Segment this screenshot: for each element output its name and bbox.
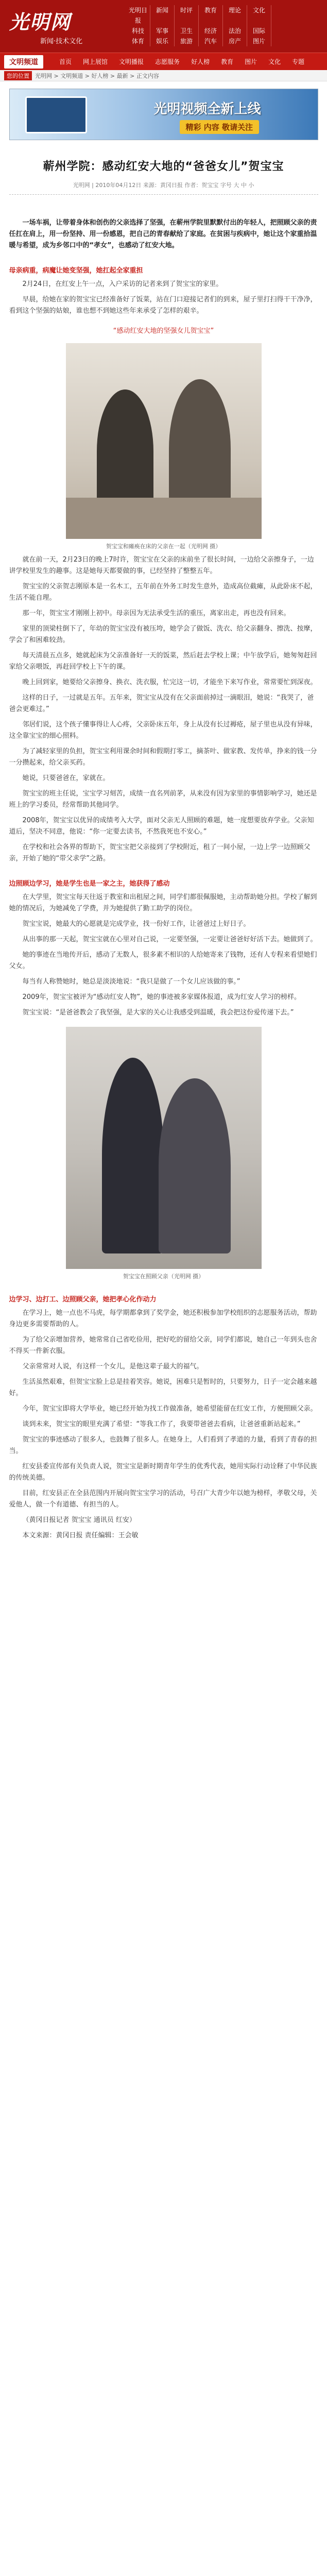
article <box>9 158 318 1541</box>
paragraph: 今年，贺宝宝即将大学毕业，她已经开始为找工作做准备，她希望能留在红安工作，方便照顾父亲。 <box>22 1405 317 1413</box>
nav-item[interactable]: 国际 <box>247 26 271 36</box>
photo-bed <box>66 498 262 539</box>
paragraph: 她的事迹在当地传开后，感动了无数人，很多素不相识的人给她寄来了钱物，还有人专程来看望她们父女。 <box>9 951 317 970</box>
nav-item[interactable]: 教育 <box>199 5 223 26</box>
nav-item[interactable]: 文化 <box>247 5 271 26</box>
nav-item[interactable]: 体育 <box>126 36 150 46</box>
paragraph: 在学习上，她一点也不马虎，每学期都拿到了奖学金，她还积极参加学校组织的志愿服务活动，帮助身边更多需要帮助的人。 <box>9 1309 317 1328</box>
paragraph: 父亲常常对人说，有这样一个女儿，是他这辈子最大的福气。 <box>22 1363 203 1370</box>
main-nav-row-1 <box>126 5 322 26</box>
banner-tagline: 精彩 内容 敬请关注 <box>180 120 259 134</box>
photo-caption: 贺宝宝和瘫痪在床的父亲在一起（光明网 摄） <box>106 543 221 550</box>
nav-item[interactable]: 法治 <box>223 26 247 36</box>
channel-link[interactable]: 志愿服务 <box>155 58 180 65</box>
article-lead: 一场车祸，让带着身体和创伤的父亲选择了坚强，在蕲州学院里默默付出的年轻人，把照顾父亲的责任扛在肩上，用一份坚持、用一份感恩，把自己的青春献给了家庭。在贫困与疾病中，她让这个家重拾温暖与希望，成为乡邻口中的“孝女”，也感动了红安大地。 <box>9 219 317 249</box>
channel-link[interactable]: 文化 <box>268 58 281 65</box>
nav-item[interactable]: 房产 <box>223 36 247 46</box>
photo-figure <box>102 1058 164 1253</box>
paragraph: 2月24日，在红安上午一点，入户采访的记者来到了贺宝宝的家里。 <box>22 280 223 288</box>
paragraph: 贺宝宝的班主任说，宝宝学习刻苦，成绩一直名列前茅，从来没有因为家里的事情影响学习，她还是班上的学习委员，经常帮助其他同学。 <box>9 790 317 809</box>
nav-item[interactable]: 经济 <box>199 26 223 36</box>
channel-link[interactable]: 网上展馆 <box>83 58 108 65</box>
section-subheading: “感动红安大地的坚强女儿贺宝宝” <box>113 327 214 335</box>
site-header <box>0 0 327 53</box>
paragraph: 她说，只要爸爸在，家就在。 <box>22 774 110 782</box>
breadcrumb-label: 您的位置 <box>4 71 32 80</box>
site-logo-text: 光明网 <box>9 10 72 33</box>
paragraph: 在大学里，贺宝宝每天往返于教室和出租屋之间，同学们都很佩服她，主动帮助她分担。学校了解到她的情况后，为她减免了学费，并为她提供了勤工助学的岗位。 <box>9 893 317 912</box>
article-title: 蕲州学院：感动红安大地的“爸爸女儿”贺宝宝 <box>43 160 284 173</box>
nav-item[interactable]: 娱乐 <box>150 36 175 46</box>
paragraph: 从出事的那一天起，贺宝宝就在心里对自己说，一定要坚强，一定要让爸爸好好活下去。她做到了。 <box>22 936 317 943</box>
paragraph: 为了减轻家里的负担，贺宝宝利用课余时间和假期打零工，摘茶叶、做家教、发传单，挣来的钱一分一分攒起来，给父亲买药。 <box>9 748 317 767</box>
paragraph: 这样的日子，一过就是五年。五年来，贺宝宝从没有在父亲面前掉过一滴眼泪，她说：“我哭了，爸爸会更难过。” <box>9 694 314 713</box>
paragraph: 早晨，给她在家的贺宝宝已经准备好了饭菜，站在门口迎接记者们的到来，屋子里打扫得干干净净，看到这个坚强的姑娘，谁也想不到她这些年来承受了怎样的艰辛。 <box>9 296 317 315</box>
channel-link[interactable]: 文明播报 <box>119 58 144 65</box>
section-heading: 边学习、边打工、边照顾父亲，她把孝心化作动力 <box>9 1296 157 1303</box>
section-heading: 边照顾边学习，她是学生也是一家之主，她获得了感动 <box>9 880 170 888</box>
nav-item[interactable]: 科技 <box>126 26 150 36</box>
main-nav-row-3 <box>126 36 322 46</box>
nav-item[interactable]: 新闻 <box>150 5 175 26</box>
paragraph: 谈到未来，贺宝宝的眼里充满了希望：“等我工作了，我要带爸爸去看病，让爸爸重新站起来。” <box>22 1420 301 1428</box>
channel-link[interactable]: 专题 <box>292 58 305 65</box>
tv-icon <box>25 96 87 133</box>
paragraph: 贺宝宝的事迹感动了很多人，也鼓舞了很多人。在她身上，人们看到了孝道的力量，看到了青春的担当。 <box>9 1436 317 1455</box>
paragraph: 2008年，贺宝宝以优异的成绩考入大学，面对父亲无人照顾的难题，她一度想要放弃学业。父亲知道后，坚决不同意，他说：“你一定要去读书，不然我死也不安心。” <box>9 817 314 836</box>
paragraph: 生活虽然艰难，但贺宝宝脸上总是挂着笑容。她说，困难只是暂时的，只要努力，日子一定会越来越好。 <box>9 1378 317 1397</box>
channel-logo[interactable]: 文明频道 <box>4 55 43 69</box>
channel-link[interactable]: 图片 <box>245 58 257 65</box>
nav-item[interactable]: 理论 <box>223 5 247 26</box>
paragraph: 邻居们说，这个孩子懂事得让人心疼，父亲卧床五年，身上从没有长过褥疮，屋子里也从没有异味，这全靠宝宝的细心照料。 <box>9 721 317 740</box>
nav-item[interactable]: 光明日报 <box>126 5 150 26</box>
photo-caption: 贺宝宝在照顾父亲（光明网 摄） <box>123 1273 204 1280</box>
article-photo-2 <box>66 1027 262 1269</box>
paragraph: 贺宝宝说：“是爸爸教会了我坚强，是大家的关心让我感受到温暖，我会把这份爱传递下去。” <box>22 1009 294 1016</box>
paragraph: 2009年，贺宝宝被评为“感动红安人物”，她的事迹被多家媒体报道，成为红安人学习的榜样。 <box>22 993 301 1001</box>
nav-item[interactable]: 时评 <box>175 5 199 26</box>
paragraph: 每天清晨五点多，她就起床为父亲准备好一天的饭菜，然后赶去学校上课；中午放学后，她匆匆赶回家给父亲喂饭，再赶回学校上下午的课。 <box>9 652 317 671</box>
main-nav-row-2 <box>126 26 322 36</box>
channel-link[interactable]: 教育 <box>221 58 234 65</box>
nav-item[interactable]: 卫生 <box>175 26 199 36</box>
paragraph: 那一年，贺宝宝才刚刚上初中。母亲因为无法承受生活的重压，离家出走，再也没有回来。 <box>22 609 290 617</box>
channel-link[interactable]: 好人榜 <box>191 58 210 65</box>
paragraph: 红安县委宣传部有关负责人说，贺宝宝是新时期青年学生的优秀代表，她用实际行动诠释了中华民族的传统美德。 <box>9 1463 317 1482</box>
paragraph: 每当有人称赞她时，她总是淡淡地说：“我只是做了一个女儿应该做的事。” <box>22 978 240 986</box>
paragraph: 晚上回到家，她要给父亲擦身、换衣、洗衣服，忙完这一切，才能坐下来写作业，常常要忙到深夜。 <box>22 679 317 686</box>
article-photo-1 <box>66 343 262 539</box>
photo-figure <box>97 389 153 513</box>
nav-item[interactable]: 军事 <box>150 26 175 36</box>
paragraph: 就在前一天，2月23日的晚上7时许，贺宝宝在父亲的床前坐了很长时间，一边给父亲擦身子，一边讲学校里发生的趣事。这是她每天都要做的事，已经坚持了整整五年。 <box>9 556 314 575</box>
banner-headline: 光明视频全新上线 <box>153 101 261 117</box>
paragraph: 本文来源：黄冈日报 责任编辑：王会敏 <box>22 1532 139 1539</box>
article-meta: 光明网 | 2010年04月12日 来源：黄冈日报 作者：贺宝宝 字号 大 中 小 <box>9 181 318 195</box>
paragraph: （黄冈日报记者 贺宝宝 通讯员 红安） <box>22 1516 136 1524</box>
breadcrumb-path[interactable]: 光明网 > 文明频道 > 好人榜 > 最新 > 正文内容 <box>35 72 159 79</box>
paragraph: 为了给父亲增加营养，她常常自己省吃俭用，把好吃的留给父亲，同学们都说，她自己一年到头也舍不得买一件新衣服。 <box>9 1336 317 1355</box>
channel-bar <box>0 53 327 70</box>
main-nav <box>126 5 322 46</box>
paragraph: 家里的顶梁柱倒下了，年幼的贺宝宝没有被压垮，她学会了做饭、洗衣、给父亲翻身、擦洗、按摩，学会了和困难较劲。 <box>9 625 317 644</box>
breadcrumb <box>0 70 327 81</box>
paragraph: 贺宝宝说，她最大的心愿就是完成学业，找一份好工作，让爸爸过上好日子。 <box>22 920 250 928</box>
paragraph: 贺宝宝的父亲贺志刚原本是一名木工，五年前在外务工时发生意外，造成高位截瘫，从此卧床不起，生活不能自理。 <box>9 583 317 602</box>
channel-link[interactable]: 首页 <box>59 58 72 65</box>
nav-item[interactable]: 汽车 <box>199 36 223 46</box>
nav-item[interactable]: 旅游 <box>175 36 199 46</box>
section-heading: 母亲病重，病魔让她变坚强，她扛起全家重担 <box>9 267 143 275</box>
site-logo-sub: 新闻·技术文化 <box>40 38 83 45</box>
paragraph: 在学校和社会各界的帮助下，贺宝宝把父亲接到了学校附近，租了一间小屋，一边上学一边照顾父亲，开始了她的“带父求学”之路。 <box>9 843 311 862</box>
channel-nav <box>54 57 310 66</box>
site-logo[interactable] <box>9 6 82 45</box>
photo-figure <box>159 1078 231 1253</box>
nav-item[interactable]: 图片 <box>247 36 271 46</box>
paragraph: 目前，红安县正在全县范围内开展向贺宝宝学习的活动，号召广大青少年以她为榜样，孝敬父母，关爱他人，做一个有道德、有担当的人。 <box>9 1489 317 1509</box>
video-banner[interactable] <box>9 89 318 140</box>
